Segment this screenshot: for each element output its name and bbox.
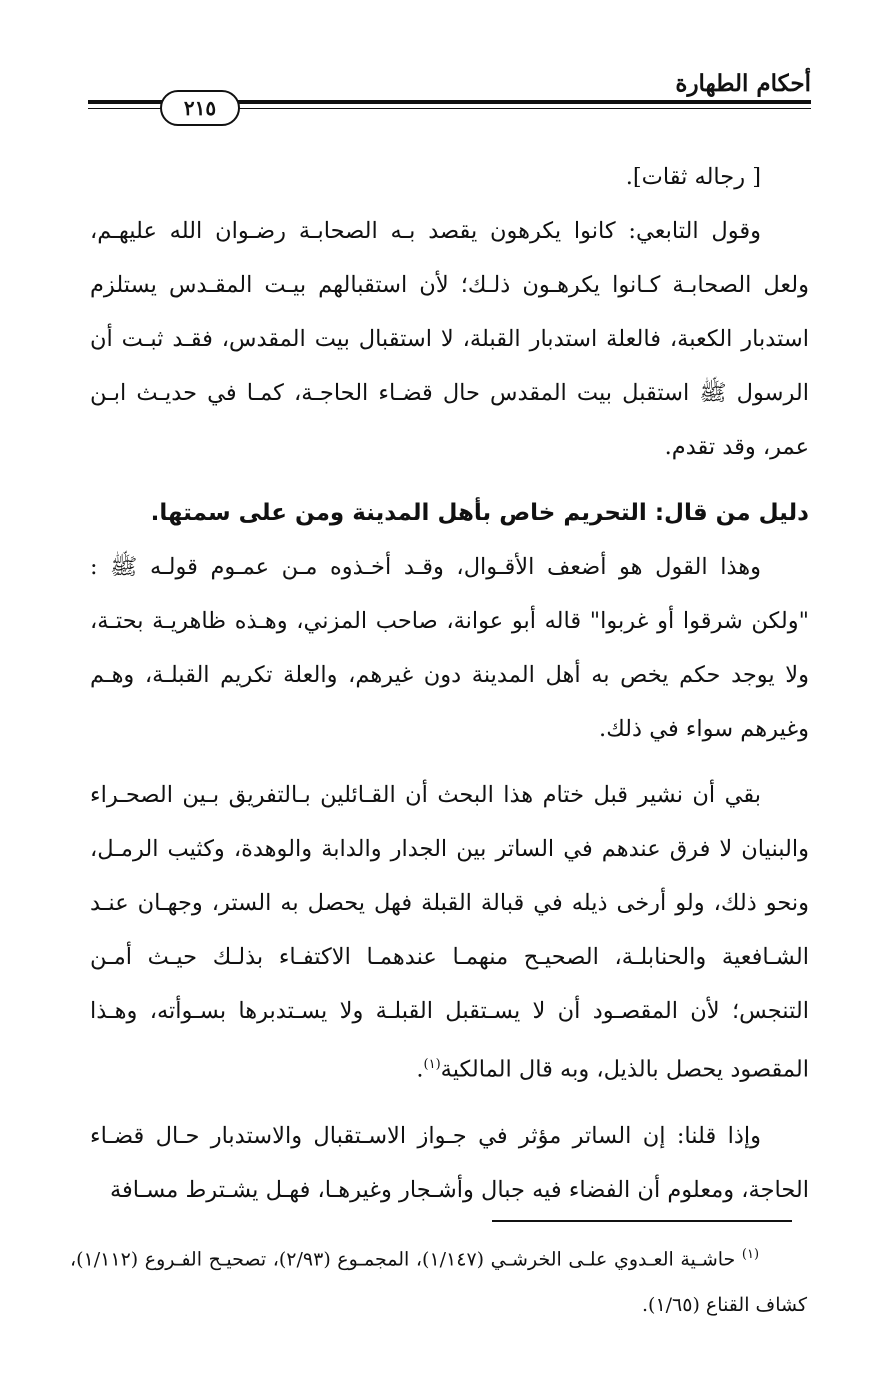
paragraph-4-end: .	[416, 1056, 424, 1083]
paragraph-4	[90, 768, 809, 1097]
paragraph-1: [ رجاله ثقات].	[625, 164, 761, 190]
paragraph-4-text: بقي أن نشير قبل ختام هذا البحث أن القـائلين بـالتفريق بـين الصحـراء والبنيان لا فرق عندهم في الساتر بين الجدار والدابة والوهدة، وكثيب الرمـل، ونحو ذلك، ولو أرخى ذيله في قبالة القبلة فهل يحصل به الستر، وجهـان عنـد الشـافعية والحنابلـة، الصحيـح منهمـا عندهمـا الاكتفـاء بذلـك حيـث أمـن التنجس؛ لأن المقصـود أن لا يسـتقبل القبلـة ولا يسـتدبرها بسـوأته، وهـذا المقصود يحصل بالذيل، وبه قال المالكية	[90, 782, 809, 1083]
page-number: ٢١٥	[160, 90, 240, 126]
paragraph-2: وقول التابعي: كانوا يكرهون يقصد بـه الصحابـة رضـوان الله عليهـم، ولعل الصحابـة كـانوا يكرهـون ذلـك؛ لأن استقبالهم بيـت المقـدس يستلزم استدبار الكعبة، فالعلة استدبار القبلة، لا استقبال بيت المقدس، فقـد ثبـت أن الرسول ﷺ استقبل بيت المقدس حال قضـاء الحاجـة، كمـا في حديـث ابـن عمر، وقد تقدم.	[90, 218, 809, 460]
footnote-text: حاشـية العـدوي علـى الخرشـي (١/١٤٧)، المجمـوع (٢/٩٣)، تصحيـح الفـروع (١/١١٢)، كشاف القناع (١/٦٥).	[70, 1248, 807, 1317]
footnote-1	[70, 1232, 807, 1328]
footnotes	[70, 1232, 807, 1328]
section-heading: دليل من قال: التحريم خاص بأهل المدينة ومن على سمتها.	[150, 500, 809, 526]
footnote-rule	[492, 1220, 792, 1222]
footnote-reference: (١)	[423, 1057, 441, 1072]
footnote-marker: (١)	[741, 1247, 760, 1262]
running-title: أحكام الطهارة	[675, 70, 811, 97]
paragraph-5: وإذا قلنا: إن الساتر مؤثر في جـواز الاسـتقبال والاستدبار حـال قضـاء الحاجة، ومعلوم أن الفضاء فيه جبال وأشـجار وغيرهـا، فهـل يشـترط مسـافة	[90, 1122, 809, 1203]
paragraph-3: وهذا القول هو أضعف الأقـوال، وقـد أخـذوه مـن عمـوم قولـه ﷺ : "ولكن شرقوا أو غربوا" قاله أبو عوانة، صاحب المزني، وهـذه ظاهريـة بحتـة، ولا يوجد حكم يخص به أهل المدينة دون غيرهم، والعلة تكريم القبلـة، وهـم وغيرهم سواء في ذلك.	[90, 554, 809, 742]
main-text	[90, 150, 809, 1217]
